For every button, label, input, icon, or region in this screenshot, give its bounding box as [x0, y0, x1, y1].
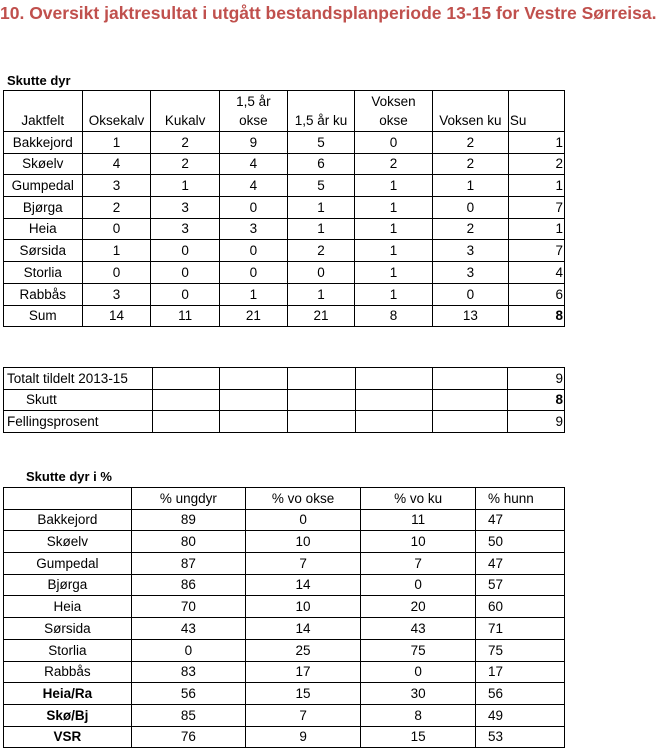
data-cell: 0: [355, 132, 433, 154]
row-label: Gumpedal: [4, 175, 83, 197]
data-cell: 2: [432, 218, 508, 240]
data-cell: 7: [361, 553, 476, 575]
data-cell: 47: [475, 553, 564, 575]
data-cell: 50: [475, 531, 564, 553]
table-row: [4, 218, 565, 240]
data-cell: 3: [82, 175, 151, 197]
data-cell: 86: [131, 574, 245, 596]
row-label: Gumpedal: [4, 553, 132, 575]
table-row: [4, 175, 565, 197]
row-label: Fellingsprosent: [4, 411, 153, 433]
table-row: [4, 553, 565, 575]
data-cell: 1: [82, 240, 151, 262]
data-cell: 14: [245, 618, 360, 640]
data-cell: 53: [475, 726, 564, 748]
row-label: Bjørga: [4, 574, 132, 596]
data-cell: 1: [508, 175, 564, 197]
table-row: [4, 283, 565, 305]
data-cell: 20: [361, 596, 476, 618]
row-label: Sørsida: [4, 240, 83, 262]
empty-cell: [152, 389, 219, 411]
data-cell: 25: [245, 639, 360, 661]
data-cell: 10: [245, 531, 360, 553]
data-cell: 7: [508, 197, 564, 219]
table-row: [4, 618, 565, 640]
empty-cell: [152, 368, 219, 390]
table-row: [4, 389, 565, 411]
data-cell: 3: [432, 262, 508, 284]
data-cell: 1: [82, 132, 151, 154]
data-cell: 17: [245, 661, 360, 683]
empty-cell: [219, 368, 287, 390]
data-cell: 60: [475, 596, 564, 618]
empty-cell: [288, 389, 356, 411]
row-label: Heia/Ra: [4, 683, 132, 705]
data-cell: 75: [475, 639, 564, 661]
data-cell: 70: [131, 596, 245, 618]
data-cell: 47: [475, 509, 564, 531]
data-cell: 2: [82, 197, 151, 219]
data-cell: 11: [151, 305, 219, 327]
data-cell: 21: [219, 305, 287, 327]
table-row: [4, 704, 565, 726]
data-cell: 43: [361, 618, 476, 640]
table-row: [4, 639, 565, 661]
data-cell: 13: [432, 305, 508, 327]
table-row: [4, 132, 565, 154]
data-cell: 87: [131, 553, 245, 575]
data-cell: 3: [151, 218, 219, 240]
row-label: Rabbås: [4, 661, 132, 683]
data-cell: 4: [82, 153, 151, 175]
row-label: Storlia: [4, 639, 132, 661]
data-cell: 0: [219, 262, 287, 284]
data-cell: 7: [508, 240, 564, 262]
percent-table: [3, 487, 565, 748]
row-label: Skøelv: [4, 531, 132, 553]
data-cell: 14: [245, 574, 360, 596]
empty-cell: [432, 411, 507, 433]
table-row: [4, 305, 565, 327]
data-cell: 83: [131, 661, 245, 683]
table-row: [4, 197, 565, 219]
data-cell: 1: [355, 262, 433, 284]
quota-table: [3, 367, 565, 433]
data-cell: 4: [219, 153, 287, 175]
data-cell: 0: [432, 197, 508, 219]
table-row: [4, 368, 565, 390]
row-label: Rabbås: [4, 283, 83, 305]
data-cell: 0: [82, 262, 151, 284]
data-cell: 1: [287, 197, 354, 219]
data-cell: 75: [361, 639, 476, 661]
table-row: [4, 574, 565, 596]
data-cell: 30: [361, 683, 476, 705]
header-cell: Su: [508, 91, 564, 132]
data-cell: 56: [131, 683, 245, 705]
row-label: Bjørga: [4, 197, 83, 219]
row-label: Skø/Bj: [4, 704, 132, 726]
data-cell: 1: [287, 218, 354, 240]
table-header-row: [4, 91, 565, 132]
data-cell: 71: [475, 618, 564, 640]
data-cell: 0: [151, 240, 219, 262]
table-row: [4, 531, 565, 553]
data-cell: 14: [82, 305, 151, 327]
shot-animals-table: [3, 90, 565, 327]
row-label: Sørsida: [4, 618, 132, 640]
data-cell: 0: [432, 283, 508, 305]
data-cell: 1: [355, 197, 433, 219]
data-cell: 1: [508, 218, 564, 240]
row-label: Heia: [4, 218, 83, 240]
data-cell: 1: [355, 240, 433, 262]
data-cell: 9: [219, 132, 287, 154]
header-cell: Jaktfelt: [4, 91, 83, 132]
header-cell: Oksekalv: [82, 91, 151, 132]
data-cell: 7: [245, 704, 360, 726]
empty-cell: [432, 368, 507, 390]
header-cell: Voksen ku: [432, 91, 508, 132]
row-label: Bakkejord: [4, 509, 132, 531]
header-cell: Kukalv: [151, 91, 219, 132]
table-row: [4, 153, 565, 175]
empty-cell: [356, 368, 433, 390]
data-cell: 76: [131, 726, 245, 748]
data-cell: 2: [432, 153, 508, 175]
header-cell: % vo ku: [361, 488, 476, 510]
page-title: 10. Oversikt jaktresultat i utgått bestandsplanperiode 13-15 for Vestre Sørreisa.: [0, 3, 657, 23]
data-cell: 85: [131, 704, 245, 726]
data-cell: 6: [287, 153, 354, 175]
data-cell: 9: [245, 726, 360, 748]
data-cell: 49: [475, 704, 564, 726]
data-cell: 1: [355, 283, 433, 305]
data-cell: 21: [287, 305, 354, 327]
row-label: Skutt: [4, 389, 153, 411]
data-cell: 0: [82, 218, 151, 240]
data-cell: 2: [151, 153, 219, 175]
data-cell: 0: [219, 197, 287, 219]
data-cell: 5: [287, 132, 354, 154]
data-cell: 80: [131, 531, 245, 553]
table-header-row: [4, 488, 565, 510]
data-cell: 89: [131, 509, 245, 531]
empty-cell: [288, 411, 356, 433]
data-cell: 15: [361, 726, 476, 748]
data-cell: 7: [245, 553, 360, 575]
table-row: [4, 596, 565, 618]
empty-cell: [152, 411, 219, 433]
data-cell: 1: [355, 175, 433, 197]
data-cell: 1: [151, 175, 219, 197]
data-cell: 0: [361, 574, 476, 596]
header-cell: 1,5 år ku: [287, 91, 354, 132]
row-label: Totalt tildelt 2013-15: [4, 368, 153, 390]
empty-cell: [432, 389, 507, 411]
empty-cell: [288, 368, 356, 390]
data-cell: 9: [507, 368, 564, 390]
empty-cell: [219, 389, 287, 411]
data-cell: 2: [508, 153, 564, 175]
data-cell: 8: [355, 305, 433, 327]
data-cell: 1: [432, 175, 508, 197]
table-row: [4, 726, 565, 748]
empty-cell: [219, 411, 287, 433]
row-label: Storlia: [4, 262, 83, 284]
data-cell: 0: [287, 262, 354, 284]
data-cell: 5: [287, 175, 354, 197]
data-cell: 3: [219, 218, 287, 240]
row-label: VSR: [4, 726, 132, 748]
data-cell: 2: [355, 153, 433, 175]
data-cell: 0: [151, 262, 219, 284]
data-cell: 1: [508, 132, 564, 154]
data-cell: 2: [287, 240, 354, 262]
empty-cell: [356, 411, 433, 433]
data-cell: 1: [219, 283, 287, 305]
header-cell: % vo okse: [245, 488, 360, 510]
data-cell: 56: [475, 683, 564, 705]
data-cell: 0: [361, 661, 476, 683]
row-label: Skøelv: [4, 153, 83, 175]
table-row: [4, 509, 565, 531]
data-cell: 0: [245, 509, 360, 531]
data-cell: 4: [219, 175, 287, 197]
data-cell: 10: [245, 596, 360, 618]
data-cell: 1: [287, 283, 354, 305]
data-cell: 15: [245, 683, 360, 705]
data-cell: 10: [361, 531, 476, 553]
table-row: [4, 240, 565, 262]
data-cell: 0: [219, 240, 287, 262]
empty-cell: [356, 389, 433, 411]
header-cell: 1,5 år okse: [219, 91, 287, 132]
row-label: Heia: [4, 596, 132, 618]
row-label: Bakkejord: [4, 132, 83, 154]
data-cell: 6: [508, 283, 564, 305]
table-row: [4, 683, 565, 705]
data-cell: 17: [475, 661, 564, 683]
section-label-shot: Skutte dyr: [7, 73, 71, 91]
data-cell: 11: [361, 509, 476, 531]
header-cell: % ungdyr: [131, 488, 245, 510]
data-cell: 1: [355, 218, 433, 240]
data-cell: 0: [151, 283, 219, 305]
table-row: [4, 262, 565, 284]
data-cell: 0: [131, 639, 245, 661]
data-cell: 3: [82, 283, 151, 305]
data-cell: 3: [151, 197, 219, 219]
data-cell: 2: [432, 132, 508, 154]
row-label: Sum: [4, 305, 83, 327]
header-cell: Voksen okse: [355, 91, 433, 132]
section-label-percent: Skutte dyr i %: [26, 469, 112, 484]
data-cell: 2: [151, 132, 219, 154]
table-row: [4, 661, 565, 683]
table-row: [4, 411, 565, 433]
data-cell: 8: [361, 704, 476, 726]
data-cell: 57: [475, 574, 564, 596]
data-cell: 9: [507, 411, 564, 433]
header-cell: % hunn: [475, 488, 564, 510]
data-cell: 8: [508, 305, 564, 327]
data-cell: 4: [508, 262, 564, 284]
data-cell: 3: [432, 240, 508, 262]
header-cell: [4, 488, 132, 510]
data-cell: 8: [507, 389, 564, 411]
data-cell: 43: [131, 618, 245, 640]
